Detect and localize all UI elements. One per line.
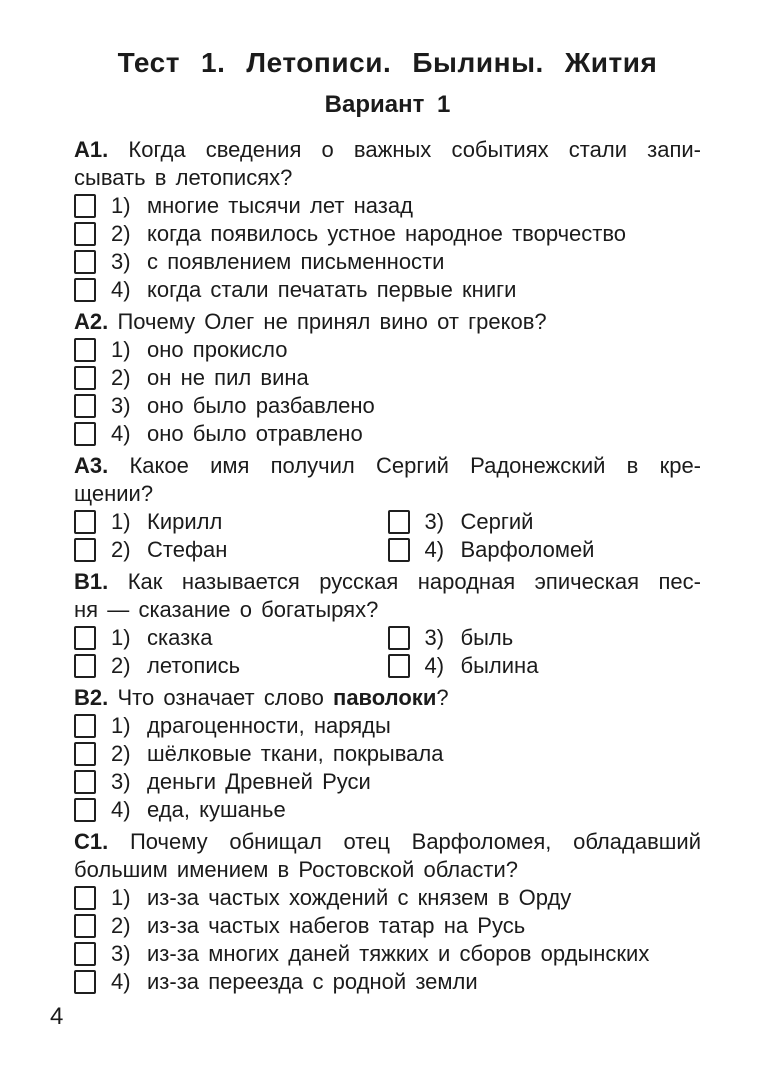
option-number: 1) [111, 885, 131, 910]
answer-option[interactable] [74, 220, 701, 248]
question-line [74, 308, 701, 336]
option-number: 2) [111, 913, 131, 938]
answer-option[interactable] [74, 940, 701, 968]
answer-checkbox[interactable] [74, 626, 96, 650]
answer-checkbox[interactable] [74, 250, 96, 274]
answer-option[interactable] [74, 768, 701, 796]
page-number: 4 [50, 1003, 64, 1030]
option-text: шёлковые ткани, покрывала [147, 741, 444, 766]
answer-checkbox[interactable] [74, 886, 96, 910]
option-number: 1) [111, 193, 131, 218]
answer-option[interactable] [74, 884, 701, 912]
answer-option[interactable] [388, 652, 702, 680]
option-text: летопись [147, 653, 241, 678]
option-text: Стефан [147, 537, 228, 562]
option-number: 4) [111, 797, 131, 822]
option-number: 4) [111, 421, 131, 446]
options-list [74, 624, 701, 680]
option-number: 4) [111, 969, 131, 994]
option-text: многие тысячи лет назад [147, 193, 413, 218]
answer-option[interactable] [388, 536, 702, 564]
option-text: он не пил вина [147, 365, 309, 390]
question-line: большим имением в Ростовской области? [74, 857, 518, 882]
option-text: сказка [147, 625, 213, 650]
options-list [74, 192, 701, 304]
question-label: А3. [74, 453, 109, 478]
question-label: С1. [74, 829, 109, 854]
question-line [74, 828, 701, 856]
option-number: 3) [111, 769, 131, 794]
answer-checkbox[interactable] [388, 538, 410, 562]
answer-option[interactable] [74, 336, 701, 364]
question-bold-word: паволоки [333, 685, 437, 710]
option-number: 3) [424, 509, 445, 534]
question-text [74, 684, 701, 712]
answer-option[interactable] [74, 652, 388, 680]
question-line-text: Как называется русская народная эпическая пес- [127, 569, 701, 594]
option-text: Кирилл [147, 509, 223, 534]
question-block-a2 [74, 308, 701, 448]
question-block-a3 [74, 452, 701, 564]
answer-checkbox[interactable] [74, 510, 96, 534]
option-number: 3) [111, 249, 131, 274]
question-block-b2 [74, 684, 701, 824]
answer-checkbox[interactable] [74, 338, 96, 362]
option-number: 1) [111, 713, 131, 738]
answer-checkbox[interactable] [74, 222, 96, 246]
question-line-text: Почему Олег не принял вино от греков? [117, 309, 547, 334]
option-number: 3) [111, 941, 131, 966]
answer-option[interactable] [74, 364, 701, 392]
answer-checkbox[interactable] [388, 626, 410, 650]
option-number: 4) [424, 537, 445, 562]
option-number: 2) [111, 741, 131, 766]
option-number: 2) [111, 221, 131, 246]
question-text [74, 308, 701, 336]
option-text: Варфоломей [460, 537, 595, 562]
answer-option[interactable] [388, 624, 702, 652]
answer-checkbox[interactable] [74, 770, 96, 794]
answer-checkbox[interactable] [74, 942, 96, 966]
variant-subtitle: Вариант 1 [324, 91, 451, 118]
option-text: из-за частых хождений с князем в Орду [147, 885, 572, 910]
option-text: из-за многих даней тяжких и сборов ордынских [147, 941, 650, 966]
answer-option[interactable] [74, 276, 701, 304]
options-list [74, 884, 701, 996]
question-line [74, 568, 701, 596]
answer-option[interactable] [74, 796, 701, 824]
option-text: когда стали печатать первые книги [147, 277, 517, 302]
options-list [74, 508, 701, 564]
answer-option[interactable] [74, 968, 701, 996]
option-text: Сергий [460, 509, 534, 534]
question-block-a1 [74, 136, 701, 304]
option-number: 1) [111, 337, 131, 362]
page-title: Тест 1. Летописи. Былины. Жития [117, 47, 658, 78]
option-number: 2) [111, 537, 131, 562]
question-line-text: Почему обнищал отец Варфоломея, обладавший [129, 829, 701, 854]
question-label: А1. [74, 137, 109, 162]
option-number: 1) [111, 509, 131, 534]
answer-option[interactable] [74, 508, 388, 536]
question-label: В1. [74, 569, 109, 594]
answer-option[interactable] [74, 712, 701, 740]
answer-checkbox[interactable] [74, 538, 96, 562]
option-text: из-за переезда с родной земли [147, 969, 478, 994]
option-text: былина [460, 653, 539, 678]
answer-checkbox[interactable] [74, 714, 96, 738]
option-text: когда появилось устное народное творчество [147, 221, 627, 246]
question-suffix: ? [436, 685, 449, 710]
question-text [74, 136, 701, 192]
question-line-text: Когда сведения о важных событиях стали запи- [128, 137, 701, 162]
answer-checkbox[interactable] [74, 970, 96, 994]
answer-option[interactable] [74, 536, 388, 564]
option-text: оно прокисло [147, 337, 288, 362]
answer-option[interactable] [74, 248, 701, 276]
question-label: В2. [74, 685, 109, 710]
question-text [74, 452, 701, 508]
answer-checkbox[interactable] [74, 914, 96, 938]
answer-option[interactable] [74, 420, 701, 448]
question-label: А2. [74, 309, 109, 334]
option-number: 3) [111, 393, 131, 418]
answer-option[interactable] [74, 912, 701, 940]
option-text: быль [460, 625, 514, 650]
question-line-text: Что означает слово [117, 685, 324, 710]
option-number: 1) [111, 625, 131, 650]
question-line [74, 452, 701, 480]
answer-checkbox[interactable] [388, 510, 410, 534]
answer-checkbox[interactable] [74, 366, 96, 390]
answer-option[interactable] [388, 508, 702, 536]
option-text: оно было отравлено [147, 421, 363, 446]
answer-checkbox[interactable] [74, 422, 96, 446]
question-line: сывать в летописях? [74, 165, 293, 190]
question-line [74, 136, 701, 164]
option-number: 2) [111, 653, 131, 678]
option-text: еда, кушанье [147, 797, 286, 822]
option-text: с появлением письменности [147, 249, 445, 274]
option-number: 4) [111, 277, 131, 302]
answer-checkbox[interactable] [74, 394, 96, 418]
answer-option[interactable] [74, 392, 701, 420]
question-line: ня — сказание о богатырях? [74, 597, 379, 622]
option-number: 3) [424, 625, 445, 650]
answer-checkbox[interactable] [74, 194, 96, 218]
question-line [74, 684, 701, 712]
option-text: деньги Древней Руси [147, 769, 371, 794]
question-block-b1 [74, 568, 701, 680]
answer-checkbox[interactable] [74, 742, 96, 766]
answer-option[interactable] [74, 740, 701, 768]
question-line-text: Какое имя получил Сергий Радонежский в кре- [129, 453, 702, 478]
options-list [74, 336, 701, 448]
option-text: оно было разбавлено [147, 393, 375, 418]
answer-checkbox[interactable] [74, 654, 96, 678]
question-text [74, 568, 701, 624]
answer-option[interactable] [74, 624, 388, 652]
question-line: щении? [74, 481, 154, 506]
answer-checkbox[interactable] [74, 278, 96, 302]
question-text [74, 828, 701, 884]
answer-checkbox[interactable] [388, 654, 410, 678]
option-text: драгоценности, наряды [147, 713, 391, 738]
question-block-c1 [74, 828, 701, 996]
answer-option[interactable] [74, 192, 701, 220]
option-number: 2) [111, 365, 131, 390]
options-list [74, 712, 701, 824]
option-number: 4) [424, 653, 445, 678]
option-text: из-за частых набегов татар на Русь [147, 913, 526, 938]
answer-checkbox[interactable] [74, 798, 96, 822]
